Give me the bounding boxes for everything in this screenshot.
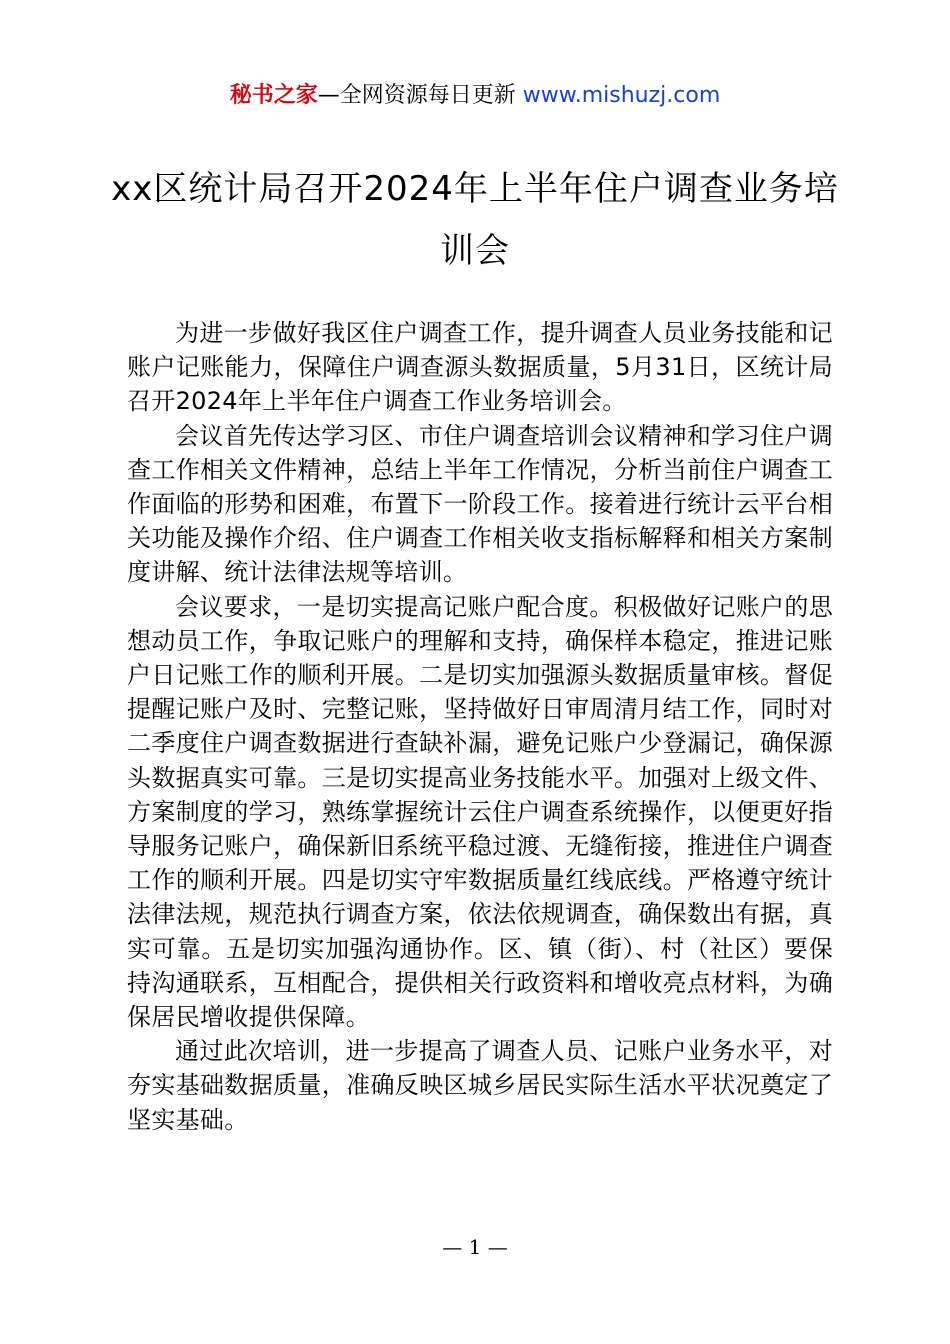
document-title: xx区统计局召开2024年上半年住户调查业务培训会 — [111, 169, 839, 271]
document-body — [127, 316, 833, 1137]
brand-name: 秘书之家 — [229, 83, 318, 108]
paragraph: 为进一步做好我区住户调查工作，提升调查人员业务技能和记账户记账能力，保障住户调查源头数据质量，5月31日，区统计局召开2024年上半年住户调查工作业务培训会。 — [127, 319, 833, 416]
site-header — [0, 80, 950, 112]
paragraph: 会议要求，一是切实提高记账户配合度。积极做好记账户的思想动员工作，争取记账户的理解和支持，确保样本稳定，推进记账户日记账工作的顺利开展。二是切实加强源头数据质量审核。督促提醒记账户及时、完整记账，坚持做好日审周清月结工作，同时对二季度住户调查数据进行查缺补漏，避免记账户少登漏记，确保源头数据真实可靠。三是切实提高业务技能水平。加强对上级文件、方案制度的学习，熟练掌握统计云住户调查系统操作，以便更好指导服务记账户，确保新旧系统平稳过渡、无缝衔接，推进住户调查工作的顺利开展。四是切实守牢数据质量红线底线。严格遵守统计法律法规，规范执行调查方案，依法依规调查，确保数出有据，真实可靠。五是切实加强沟通协作。区、镇（街）、村（社区）要保持沟通联系，互相配合，提供相关行政资料和增收亮点材料，为确保居民增收提供保障。 — [127, 592, 833, 1032]
header-tagline: —全网资源每日更新 — [317, 83, 516, 108]
site-url-link[interactable]: www.mishuzj.com — [522, 83, 721, 108]
paragraph: 会议首先传达学习区、市住户调查培训会议精神和学习住户调查工作相关文件精神，总结上半年工作情况，分析当前住户调查工作面临的形势和困难，布置下一阶段工作。接着进行统计云平台相关功能及操作介绍、住户调查工作相关收支指标解释和相关方案制度讲解、统计法律法规等培训。 — [127, 421, 833, 587]
paragraph: 通过此次培训，进一步提高了调查人员、记账户业务水平，对夯实基础数据质量，准确反映区城乡居民实际生活水平状况奠定了坚实基础。 — [127, 1037, 833, 1134]
page-number: — 1 — — [442, 1235, 508, 1259]
